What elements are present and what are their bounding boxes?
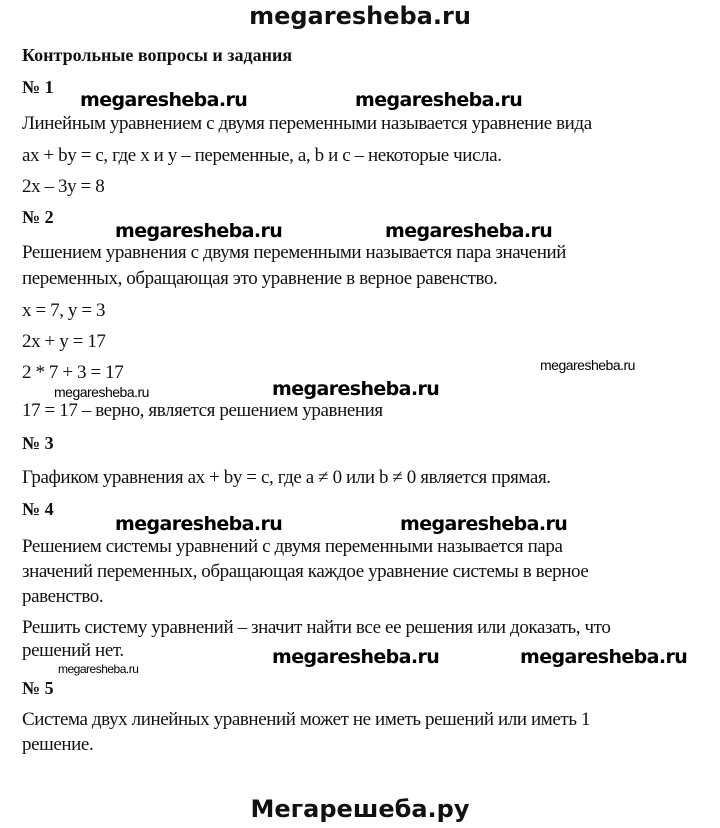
watermark-small: megaresheba.ru: [540, 357, 635, 373]
q1-line: Линейным уравнением с двумя переменными называется уравнение вида: [22, 113, 592, 134]
question-1-number: № 1: [22, 77, 54, 97]
q2-line: 2 * 7 + 3 = 17: [22, 362, 124, 383]
q5-line: решение.: [22, 734, 94, 755]
q2-line: переменных, обращающая это уравнение в верное равенство.: [22, 268, 498, 289]
q3-line: Графиком уравнения ax + by = c, где a ≠ 0 или b ≠ 0 является прямая.: [22, 467, 551, 488]
watermark-small: megaresheba.ru: [54, 384, 149, 400]
q5-line: Система двух линейных уравнений может не иметь решений или иметь 1: [22, 709, 591, 730]
watermark-small: megaresheba.ru: [58, 662, 139, 676]
q2-line: 2x + y = 17: [22, 331, 106, 352]
question-2-number: № 2: [22, 207, 54, 227]
q2-line: 17 = 17 – верно, является решением уравнения: [22, 400, 383, 421]
watermark: megaresheba.ru: [400, 513, 568, 535]
watermark: megaresheba.ru: [115, 220, 283, 242]
watermark: megaresheba.ru: [272, 378, 440, 400]
q4-line: равенство.: [22, 586, 104, 607]
watermark: megaresheba.ru: [80, 89, 248, 111]
question-5-number: № 5: [22, 678, 54, 698]
q2-line: x = 7, y = 3: [22, 300, 106, 321]
q4-line: Решением системы уравнений с двумя переменными называется пара: [22, 536, 563, 557]
q4-line: Решить систему уравнений – значит найти все ее решения или доказать, что: [22, 617, 611, 638]
watermark: megaresheba.ru: [355, 89, 523, 111]
q1-line: ax + by = c, где x и y – переменные, a, b и c – некоторые числа.: [22, 145, 502, 166]
site-footer[interactable]: Мегарешеба.ру: [250, 795, 470, 823]
q1-line: 2x – 3y = 8: [22, 176, 105, 197]
q4-line: решений нет.: [22, 640, 124, 661]
question-3-number: № 3: [22, 433, 54, 453]
watermark: megaresheba.ru: [520, 646, 688, 668]
q4-line: значений переменных, обращающая каждое уравнение системы в верное: [22, 561, 589, 582]
watermark: megaresheba.ru: [385, 220, 553, 242]
watermark: megaresheba.ru: [115, 513, 283, 535]
section-title: Контрольные вопросы и задания: [22, 45, 293, 65]
watermark: megaresheba.ru: [272, 646, 440, 668]
question-4-number: № 4: [22, 499, 54, 519]
q2-line: Решением уравнения с двумя переменными называется пара значений: [22, 242, 566, 263]
site-header[interactable]: megaresheba.ru: [249, 2, 471, 30]
